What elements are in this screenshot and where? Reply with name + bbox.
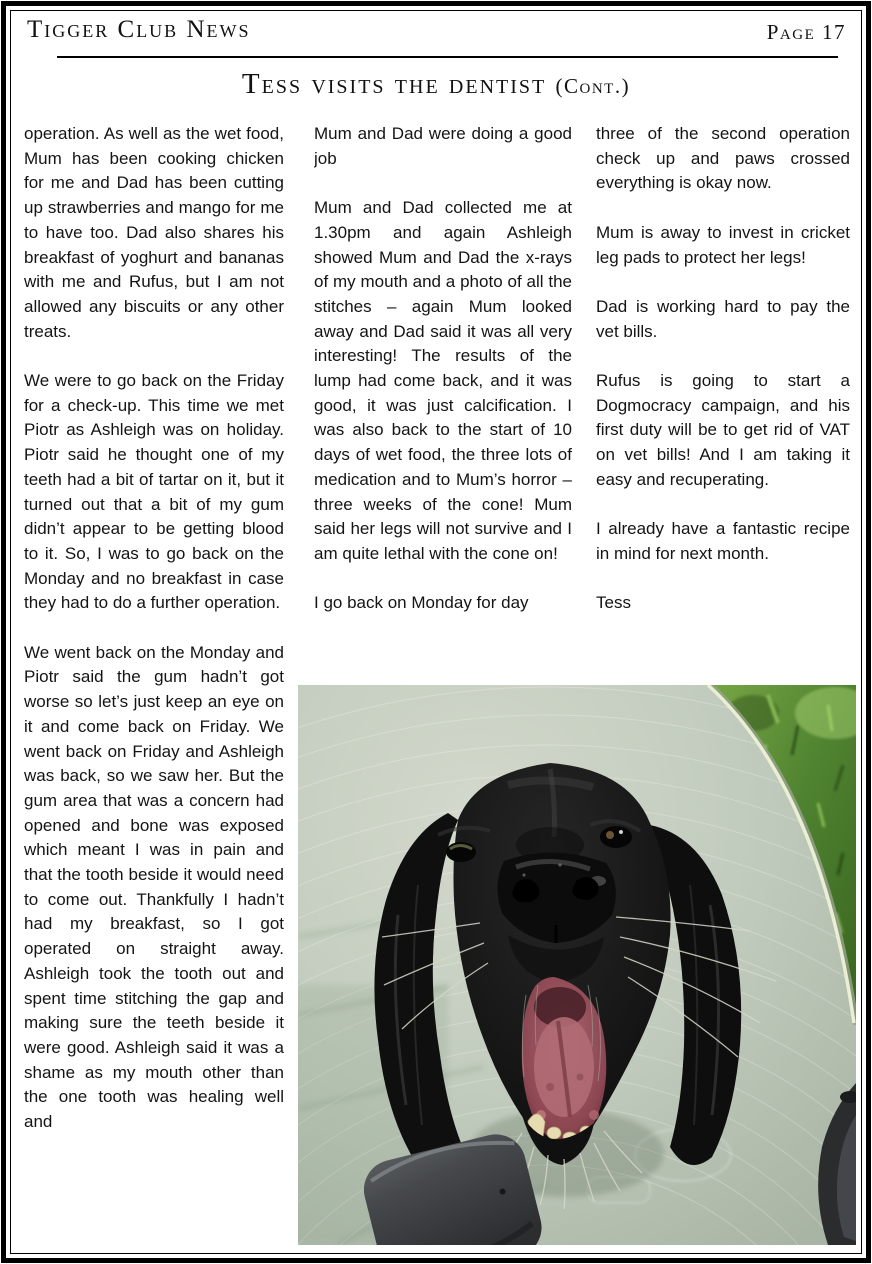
paragraph: operation. As well as the wet food, Mum has been cooking chicken for me and Dad has been cutting up strawberries and mango for me to have too. Dad also shares his breakfast of yoghurt and bananas with me and Rufus, but I am not allowed any biscuits or any other treats. — [24, 124, 284, 341]
paragraph: Mum and Dad collected me at 1.30pm and again Ashleigh showed Mum and Dad the x-rays of my mouth and a photo of all the stitches – again Mum looked away and Dad said it was all very interesting! The results of the lump had come back, and it was good, it was just calcification. I was also back to the start of 10 days of wet food, the three lots of medication and to Mum’s horror – three weeks of the cone! Mum said her legs will not survive and I am quite lethal with the cone on! — [314, 198, 572, 563]
paragraph: three of the second operation check up and paws crossed everything is okay now. — [596, 124, 850, 193]
paragraph: Tess — [596, 593, 631, 613]
masthead: Tigger Club News — [27, 16, 251, 43]
paragraph: I go back on Monday for day — [314, 593, 529, 613]
article-title — [0, 68, 872, 101]
paragraph: I already have a fantastic recipe in mind for next month. — [596, 519, 850, 563]
text-column-1 — [24, 122, 284, 1240]
paragraph: Mum and Dad were doing a good job — [314, 124, 572, 168]
paragraph: Mum is away to invest in cricket leg pads to protect her legs! — [596, 222, 850, 267]
paragraph: We were to go back on the Friday for a check-up. This time we met Piotr as Ashleigh was on holiday. Piotr said he thought one of my teeth had a bit of tartar on it, but it turned out that a bit of my gum didn’t appear to be getting blood to it. So, I was to go back on the Monday and no breakfast in case they had to do a further operation. — [24, 371, 284, 613]
paragraph: Rufus is going to start a Dogmocracy campaign, and his first duty will be to get rid of VAT on vet bills! And I am taking it easy and recuperating. — [596, 370, 850, 489]
dog-cone-photo — [298, 685, 856, 1245]
page-number: Page 17 — [766, 20, 846, 44]
paragraph: We went back on the Monday and Piotr said the gum hadn’t got worse so let’s just keep an eye on it and come back on Friday. We went back on Friday and Ashleigh was back, so we saw her. But the gum area that was a concern had opened and bone was exposed which meant I was in pain and that the tooth beside it would need to come out. Thankfully I hadn’t had my breakfast, so I got operated on straight away. Ashleigh took the tooth out and spent time stitching the gap and making sure the teeth beside it were good. Ashleigh said it was a shame as my mouth other than the one tooth was healing well and — [24, 642, 284, 1132]
paragraph: Dad is working hard to pay the vet bills. — [596, 296, 850, 341]
article-title-main: Tess visits the dentist — [241, 68, 547, 100]
dog-cone-photo-illustration — [298, 685, 856, 1245]
article-title-cont: (Cont.) — [555, 74, 631, 98]
header-rule — [57, 56, 838, 58]
